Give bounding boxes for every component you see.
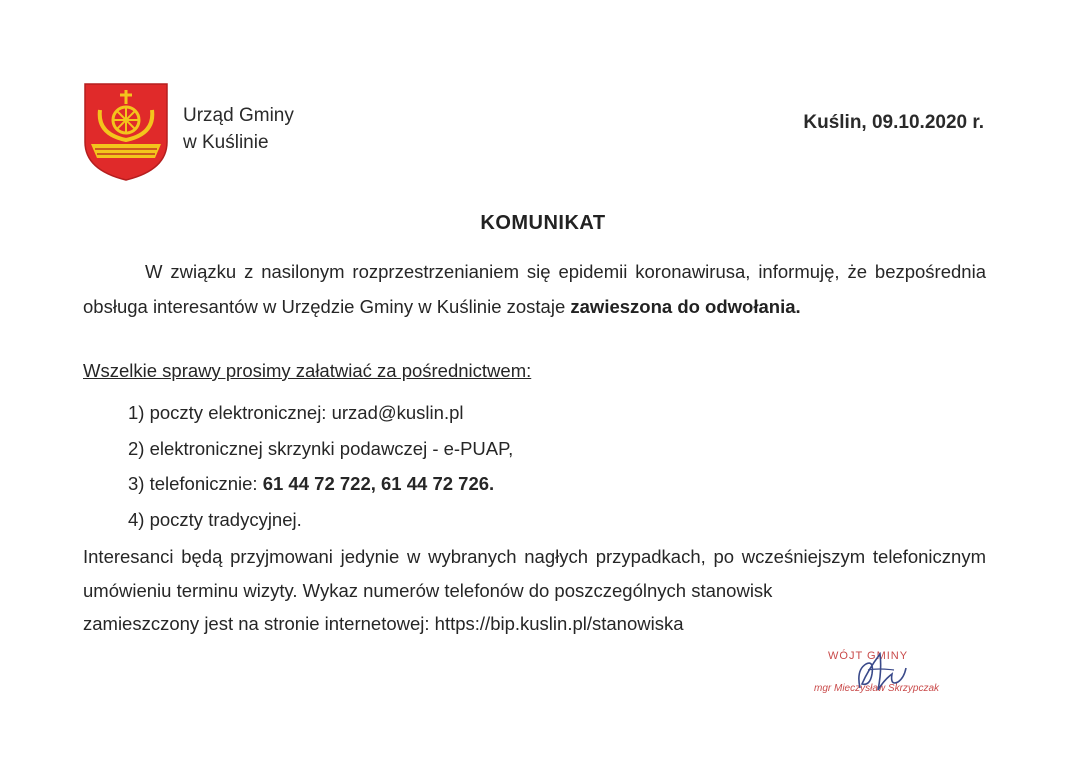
contact-list <box>128 395 513 537</box>
coat-of-arms-icon <box>83 82 169 182</box>
signature-icon <box>808 640 958 710</box>
stamp-title: WÓJT GMINY <box>828 650 909 662</box>
info-paragraph <box>83 540 986 641</box>
announcement-text: W związku z nasilonym rozprzestrzenianiem się epidemii koronawirusa, informuję, że bezpośrednia obsługa interesantów w Urzędzie Gminy w Kuślinie zostaje <box>83 261 986 317</box>
office-name <box>183 102 294 156</box>
info-text: Interesanci będą przyjmowani jedynie w wybranych nagłych przypadkach, po wcześniejszym telefonicznym umówieniu terminu wizyty. Wykaz numerów telefonów do poszczególnych stanowisk <box>83 546 986 601</box>
contact-intro: Wszelkie sprawy prosimy załatwiać za pośrednictwem: <box>83 360 532 381</box>
document-title: KOMUNIKAT <box>480 212 606 234</box>
office-name-line2: w Kuślinie <box>183 132 269 153</box>
list-item <box>128 466 513 502</box>
announcement-bold-text: zawieszona do odwołania. <box>570 296 801 317</box>
phone-numbers: 61 44 72 722, 61 44 72 726. <box>262 473 495 494</box>
list-item: 1) poczty elektronicznej: urzad@kuslin.pl <box>128 402 464 423</box>
document-date: Kuślin, 09.10.2020 r. <box>803 112 984 133</box>
office-name-line1: Urząd Gminy <box>183 105 294 126</box>
info-text-last-line: zamieszczony jest na stronie internetowej: https://bip.kuslin.pl/stanowiska <box>83 613 684 634</box>
announcement-paragraph <box>83 254 986 324</box>
list-item-text: 3) telefonicznie: <box>128 473 263 494</box>
list-item: 2) elektronicznej skrzynki podawczej - e-PUAP, <box>128 437 514 459</box>
list-item: 4) poczty tradycyjnej. <box>128 508 302 530</box>
stamp-name: mgr Mieczysław Skrzypczak <box>814 683 940 694</box>
